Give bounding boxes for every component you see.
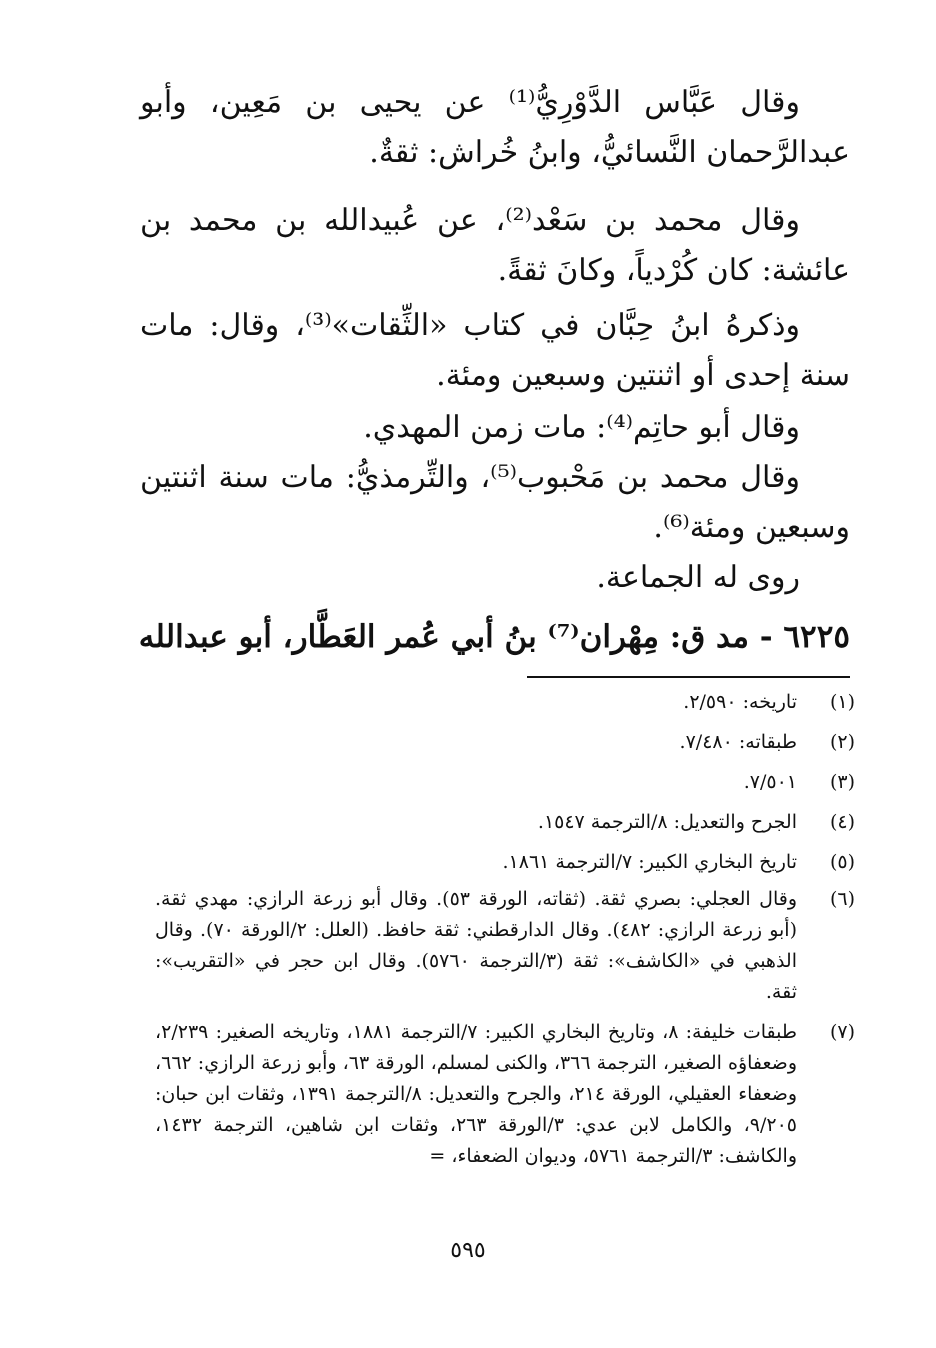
footnote-number: (٧) xyxy=(829,1021,855,1043)
footnote-text: وقال العجلي: بصري ثقة. (ثقاته، الورقة ٥٣). وقال أبو زرعة الرازي: مهدي ثقة. (أبو زرعة الرازي: ٤٨٢). وقال الدارقطني: ثقة حافظ. (العلل: ٢/الورقة ٧٠). وقال الذهبي في «الكاشف»: ثقة (٣/الترجمة ٥٧٦٠). وقال ابن حجر في «التقريب»: ثقة. xyxy=(155,888,797,1003)
footnote-text: تاريخه: ٢/٥٩٠. xyxy=(683,691,797,713)
footnote-number: (٤) xyxy=(829,811,855,833)
footnote-number: (٦) xyxy=(829,888,855,910)
biography-entry-heading: ٦٢٢٥ - مد ق: مِهْران⁽⁷⁾ بنُ أبي عُمر العَطَّار، أبو عبدالله xyxy=(138,619,850,655)
footnote-text: طبقات خليفة: ٨، وتاريخ البخاري الكبير: ٧/الترجمة ١٨٨١، وتاريخه الصغير: ٢/٢٣٩، وضعفاؤه الصغير، الترجمة ٣٦٦، والكنى لمسلم، الورقة ٦٣، وأبو زرعة الرازي: ٦٦٢، وضعفاء العقيلي، الورقة ٢١٤، والجرح والتعديل: ٨/الترجمة ١٣٩١، وثقات ابن حبان: ٩/٢٠٥، والكامل لابن عدي: ٣/الورقة ٢٦٣، وثقات ابن شاهين، الترجمة ١٤٣٢، والكاشف: ٣/الترجمة ٥٧٦١، وديوان الضعفاء، = xyxy=(155,1021,798,1167)
body-paragraph: وقال محمد بن مَحْبوب⁽⁵⁾، والتِّرمذيُّ: مات سنة اثنتين وسبعين ومئة⁽⁶⁾. xyxy=(140,460,850,545)
footnote xyxy=(155,764,855,801)
body-paragraph: وقال محمد بن سَعْد⁽²⁾، عن عُبيدالله بن محمد بن عائشة: كان كُرْدياً، وكانَ ثقةً. xyxy=(140,203,850,288)
footnote xyxy=(155,1017,855,1172)
footnote-text: طبقاته: ٧/٤٨٠. xyxy=(679,731,797,753)
footnote-number: (٢) xyxy=(829,731,855,753)
footnote xyxy=(155,804,855,841)
footnote-text: تاريخ البخاري الكبير: ٧/الترجمة ١٨٦١. xyxy=(502,851,797,873)
footnote-divider xyxy=(527,676,850,678)
body-paragraph: وذكرهُ ابنُ حِبَّان في كتاب «الثِّقات»⁽³⁾، وقال: مات سنة إحدى أو اثنتين وسبعين ومئة. xyxy=(140,308,850,393)
body-paragraph: وقال عَبَّاس الدَّوْرِيُّ⁽¹⁾ عن يحيى بن مَعِين، وأبو عبدالرَّحمان النَّسائيُّ، وابنُ خُراش: ثقةٌ. xyxy=(140,85,850,170)
footnote-text: الجرح والتعديل: ٨/الترجمة ١٥٤٧. xyxy=(537,811,797,833)
footnote xyxy=(155,684,855,721)
page-number: ٥٩٥ xyxy=(450,1238,486,1263)
body-paragraph: روى له الجماعة. xyxy=(596,560,800,595)
body-paragraph: وقال أبو حاتِم⁽⁴⁾: مات زمن المهدي. xyxy=(363,410,800,445)
footnote-text: ٧/٥٠١. xyxy=(743,771,797,793)
footnote xyxy=(155,884,855,1008)
footnotes xyxy=(155,684,855,1181)
footnote-number: (١) xyxy=(829,691,855,713)
footnote-number: (٣) xyxy=(829,771,855,793)
footnote-number: (٥) xyxy=(829,851,855,873)
footnote xyxy=(155,724,855,761)
footnote xyxy=(155,844,855,881)
